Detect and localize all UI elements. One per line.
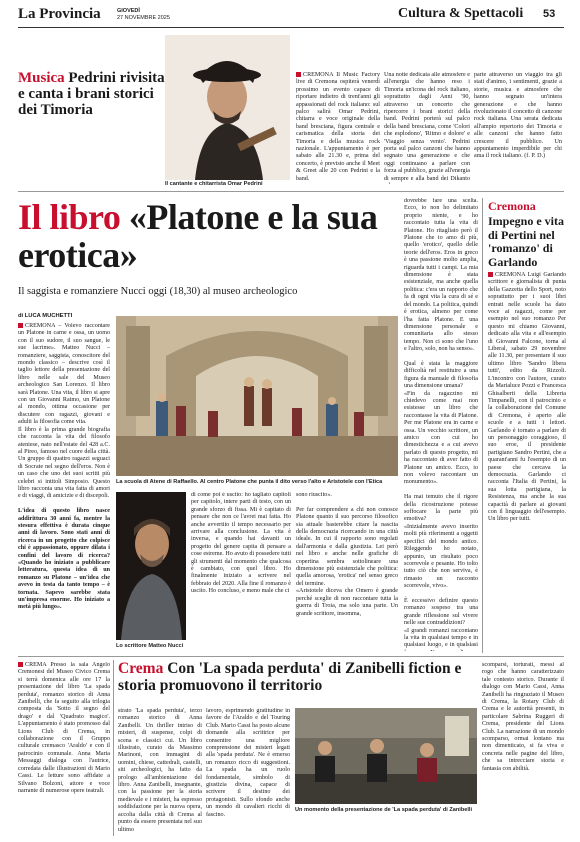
crema-caption: Un momento della presentazione de 'La spada perduta' di Zanibelli <box>295 807 473 813</box>
crema-col-1: strato 'La spada perduta', terzo romanzo storico di Anna Zanibelli. Un thriller intriso di misteri, di suspense, colpi di scena e classici cui. Un libro illustrato, curato da Massimo Marinoni, con immagini di uomini, chiese, cattedrali, castelli, siti archeologici, ha fatto da prologo all'ambientazione del libro. Anna Zanibelli, insegnante, con la passione per la storia medievale e i misteri, ha espresso soddisfazione per la nuova opera, accolta dalla città di Crema al punto da essere presentata nel suo ultimo <box>118 708 202 833</box>
crema-kicker: Crema <box>118 660 164 677</box>
cremona-body: CREMONA Luigi Garlando scrittore e giornalista di punta della Gazzetta dello Sport, noto soprattutto per i suoi libri entrati nelle scuole ha dato voce ai ragazzi, come per esempio nel suo romanzo Per questo mi chiamo Giovanni, dedicato alla vita e all'esempio di Giovanni Falcone, torna al Liberal, sabato 29 novembre alle 11.30, per presentare il suo ultimo libro 'Sandro libera tutti', edito da Rizzoli. L'incontro con l'autore, curato da Marialuce Pozzi e Francesca Ghisalberti della Libreria Timpanelli, con il patrocinio e la collaborazione del Comune di Cremona, è aperto alle scuole e a tutti i lettori. Garlando è tornato a parlare di un personaggio coraggioso, il suo eroe, il presidente partigiano Sandro Pertini, che a quarant'anni fu l'esempio di un paese che cercava la democrazia. Garlando ci racconta l'Italia di Pertini, la sua lotta partigiana, la Resistenza, ma anche la sua capacità di parlare ai giovani con il linguaggio dell'esempio. Un libro per tutti. <box>488 272 566 523</box>
musica-title: Pedrini rivisita e canta i brani storici dei Timoria <box>18 70 165 118</box>
cremona-title: Impegno e vita di Pertini nel 'romanzo' di Garlando <box>488 214 564 269</box>
musica-col-1: CREMONA Il Music Factory live di Cremona ospiterà venerdì prossimo un evento capace di riportare indietro di trent'anni gli appassionati del rock italiano: sul palco salirà Omar Pedrini, chitarra e voce originale della band bresciana, figura centrale e carismatica della storia dei Timoria e della musica rock nazionale. L'appuntamento è per sabato alle 21.30 e, prima del concerto, è previsto anche il Meet & Greet alle 20 con Pedrini e la band. <box>296 72 380 182</box>
pedrini-caption: Il cantante e chitarrista Omar Pedrini <box>165 181 263 187</box>
page-number: 53 <box>543 8 556 20</box>
nucci-photo <box>116 492 186 640</box>
presentation-photo <box>295 708 477 804</box>
pedrini-photo <box>165 35 290 180</box>
school-of-athens-photo <box>116 316 398 476</box>
athens-caption: La scuola di Atene di Raffaello. Al centro Platone che punta il dito verso l'alto e Aristotele con l'Etica <box>116 479 383 485</box>
libro-col-b2: sono riuscito». Per far comprendere a chi non conosce Platone quanto il suo percorso filosofico sia attuale basterebbe citare la nascita della democrazia ricercando in una città ideale. In cui il rapporto sono regolati dall'armonia e dalla giustizia. Lei però nel libro e anche nelle grafiche di copertina sembra sottolineare una dimensione più esistenziale che politica: quella amorosa, 'erotica' nel senso greco del termine. «Aristotele diceva che Omero è grande perché sceglie di non raccontare tutta la guerra di Troia, ma solo una parte. Un grande scrittore, insomma, <box>296 492 398 617</box>
nucci-caption: Lo scrittore Matteo Nucci <box>116 643 184 649</box>
square-bullet-icon <box>488 272 493 277</box>
header-rule <box>18 27 564 28</box>
musica-col-3: parte attraverso un viaggio tra gli stati d'animo, i sentimenti, grazie a storie, musica e atmosfere che hanno segnato un'intera generazione e che hanno rivoluzionato il concetto di canzone rock italiana. Una serata dedicata all'ampio repertorio dei Timoria e alle canzoni che hanno fatto crescere il pubblico. Un appuntamento imperdibile per chi ama il rock italiano. (f. P. D.) <box>474 72 562 160</box>
libro-subtitle: Il saggista e romanziere Nucci oggi (18,30) al museo archeologico <box>18 286 298 297</box>
cremona-kicker: Cremona <box>488 199 536 213</box>
crema-title: Con 'La spada perduta' di Zanibelli fiction e storia promuovono il territorio <box>118 660 462 694</box>
libro-col-c: dovrebbe fare una scelta. Ecco, io non ho delimitato proprio niente, e ho raccontato tutta la vita di Platone. Ho ritagliato però il Platone che io amo di più, quello 'erotico', quello delle teorie dell'eros. Eros in greco è una passione molto amplia, riguarda tutti i campi. La mia dimensione è stata esistenziale, ma anche quella politica: c'era un rapporto che fa di ogni vita la cura di sé e del mondo. La politica, quindi è erotica, almeno per come l'ha fatta Platone. E una dimensione personale e comunitaria allo stesso tempo. Non ci sono che l'uno e l'altro, solo, non ha senso». Qual è stata la maggiore difficoltà nel restituire a una figura da manuale di filosofia una dimensione umana? «Fin da ragazzino mi chiedevo come mai non esistesse un libro che raccontasse la vita di Platone. Per me Platone era in carne e ossa. Un vecchio scrittore, un amico con cui ho dimestichezza e a cui avevo parlato di questo progetto, mi ha raccontato di aver fatto di Platone un amico. Ecco, io non volevo raccontare un monumento». Ha mai temuto che il rigore della ricostruzione potesse soffocare la parte più emotiva? «Inizialmente avevo inserito molti più riferimenti a oggetti specifici del mondo antico. Rileggendo ho notato, appunto, un risultato poco scorrevole e pesante. Ho tolto tutto ciò che non serviva, è rimasto un racconto scorrevole, vivo». È eccessivo definire questo romanzo sospeso tra una grande riflessione sul vivere nelle sue contraddizioni? «I grandi romanzi raccontano la vita in qualsiasi tempo e in qualsiasi luogo, e in qualsiasi <box>404 198 478 649</box>
issue-date: 27 NOVEMBRE 2025 <box>117 15 170 21</box>
musica-kicker: Musica <box>18 70 65 86</box>
libro-headline <box>18 198 398 274</box>
issue-day: GIOVEDÌ <box>117 8 140 14</box>
crema-right-col: scomparsi, torturati, messi al rogo che hanno caratterizzato tale contesto storico. Durante il dialogo con Mario Cassi, Anna Zanibelli ha ringraziato il Museo di Crema, la Rotary Club di Crema e le autorità presenti, in particolare Sabrina Ruggeri di Crema, presidente del Lions Club. La narrazione di un mondo scomparso, ormai lontano ma non dimenticato, si fa viva e concreta nelle pagine del libro, che sa intrecciare storia e fantasia con abilità. <box>482 662 564 772</box>
libro-byline: di LUCA MUCHETTI <box>18 313 73 319</box>
crema-left-divider <box>113 660 114 836</box>
libro-title: «Platone e la sua erotica» <box>18 197 378 275</box>
section-title: Cultura & Spettacoli <box>398 6 524 21</box>
libro-bottom-rule <box>18 656 564 657</box>
libro-col-a: CREMONA – Volevo raccontare un Platone in carne e ossa, un uomo con il suo sudore, il suo sangue, le sue lacrime». Matteo Nucci – romanziere, saggista, conoscitore del mondo classico – descrive così il taglio lettore della presentazione del libro nelle sale del Museo archeologico San Lorenzo. Il libro sarà Platone. Una vita, il libro si apre con un Giovanni Raimo, un Platone al mondo, ottima occasione per discutere con ragazzi, giovani e adulti la filosofia come vita. Il libro è la prima grande biografia che racconta la vita del filosofo ateniese, nato nell'estate del 428 a.C. al Pireo, famoso nel cuore della città. Un gruppo di quattro ragazzi seguaci di Socrate nel segno dell'eros. Non è un caso che uno dei suoi scritti più celebri si intitoli Simposio. Questo libro racconta una vita fatta di amori e di viaggi, di amicizie e di discepoli. L'idea di questo libro nasce addirittura 30 anni fa, mentre la stesura effettiva è durata cinque anni di lavoro. Sono stati anni di ricerca in un progetto che colpisce chi è appassionato, oppure dilata i confini del lavoro di ricerca? «Quando ho iniziato a pubblicare letteratura, questa idea di un romanzo su Platone – un'idea che avevo in testa da tanto tempo – è tornata. Sapevo sarebbe stata un'impresa enorme. Ho iniziato a metà più lungo». <box>18 323 110 611</box>
crema-col-2: lavoro, esprimendo gratitudine in favore de l'Araldo e del Touring Club. Mario Cassi ha posto alcune domande alla scrittrice per consentire una migliore comprensione dei misteri legati alla 'spada perduta'. Ne è emerso un romanzo ricco di suggestioni. La spada ha un ruolo fondamentale, simbolo di giustizia divina, capace di scrivere il destino dei protagonisti. Sullo sfondo anche un mondo di cavalieri ricchi di fascino. <box>206 708 290 818</box>
musica-col-2: Una notte dedicata alle atmosfere e all'energia che hanno reso i Timoria un'icona del rock italiano, soprattutto dagli Anni '90, attraverso un concerto che ripercorre i brani storici della band. Pedrini porterà sul palco della band bresciana, come 'Colori che esplodono', 'Ritmo e dolore' e 'Viaggio senza vento'. Pedrini porta sul palco canzoni che hanno segnato una generazione e che oggi continuano a parlare con forza al pubblico, grazie all'energia di sempre e alla band dei Dikanto <box>384 72 470 182</box>
square-bullet-icon <box>296 72 301 77</box>
libro-kicker: Il libro <box>18 197 121 237</box>
crema-left-col: CREMA Presso la sala Angelo Cremonesi del Museo Civico Crema si terrà domenica alle ore 17 la presentazione del libro 'La spada perduta', romanzo storico di Anna Zanibelli, che fa seguito alla trilogia composta da 'Sotto il segno del drago' e dal 'Quadrato magico'. L'appuntamento è stato promosso dal Lions Club di Crema, in collaborazione con il Gruppo culturale cremasco 'Araldo' e con il patrocinio comunale. Anna Maria Messaggi dialoga con l'autrice, corredata dalle illustrazioni di Mario Cassi. Le letture sono affidate a Silvano Bolzoni, attore e voce narrante di numerose opere teatrali. <box>18 662 110 794</box>
masthead: La Provincia <box>18 6 101 22</box>
cremona-box-rule <box>482 198 483 653</box>
crema-headline <box>118 660 478 694</box>
square-bullet-icon <box>18 662 23 667</box>
square-bullet-icon <box>18 323 23 328</box>
musica-headline <box>18 70 168 118</box>
musica-rule <box>18 191 564 192</box>
libro-col-b1: di come poi è uscito: ho tagliato capitoli per capitolo, intere parti di testo, con un grande sforzo di fissa. Mi è capitato di pensare che non ce l'avrei mai fatta. Ho anche avvertito il tempo necessario per arrivare alla conclusione. La vita è inversa, e quando hai davanti un progetto del genere capita di pensare a cose estreme. Ho avuto di possedere tutti gli strumenti dal momento che qualcosa è cambiato, con quel libro. Ho finalmente iniziato a scrivere nel febbraio del 2020. Alla fine il romanzo è uscito. Ho concluso, e meno male che ci <box>191 492 291 595</box>
